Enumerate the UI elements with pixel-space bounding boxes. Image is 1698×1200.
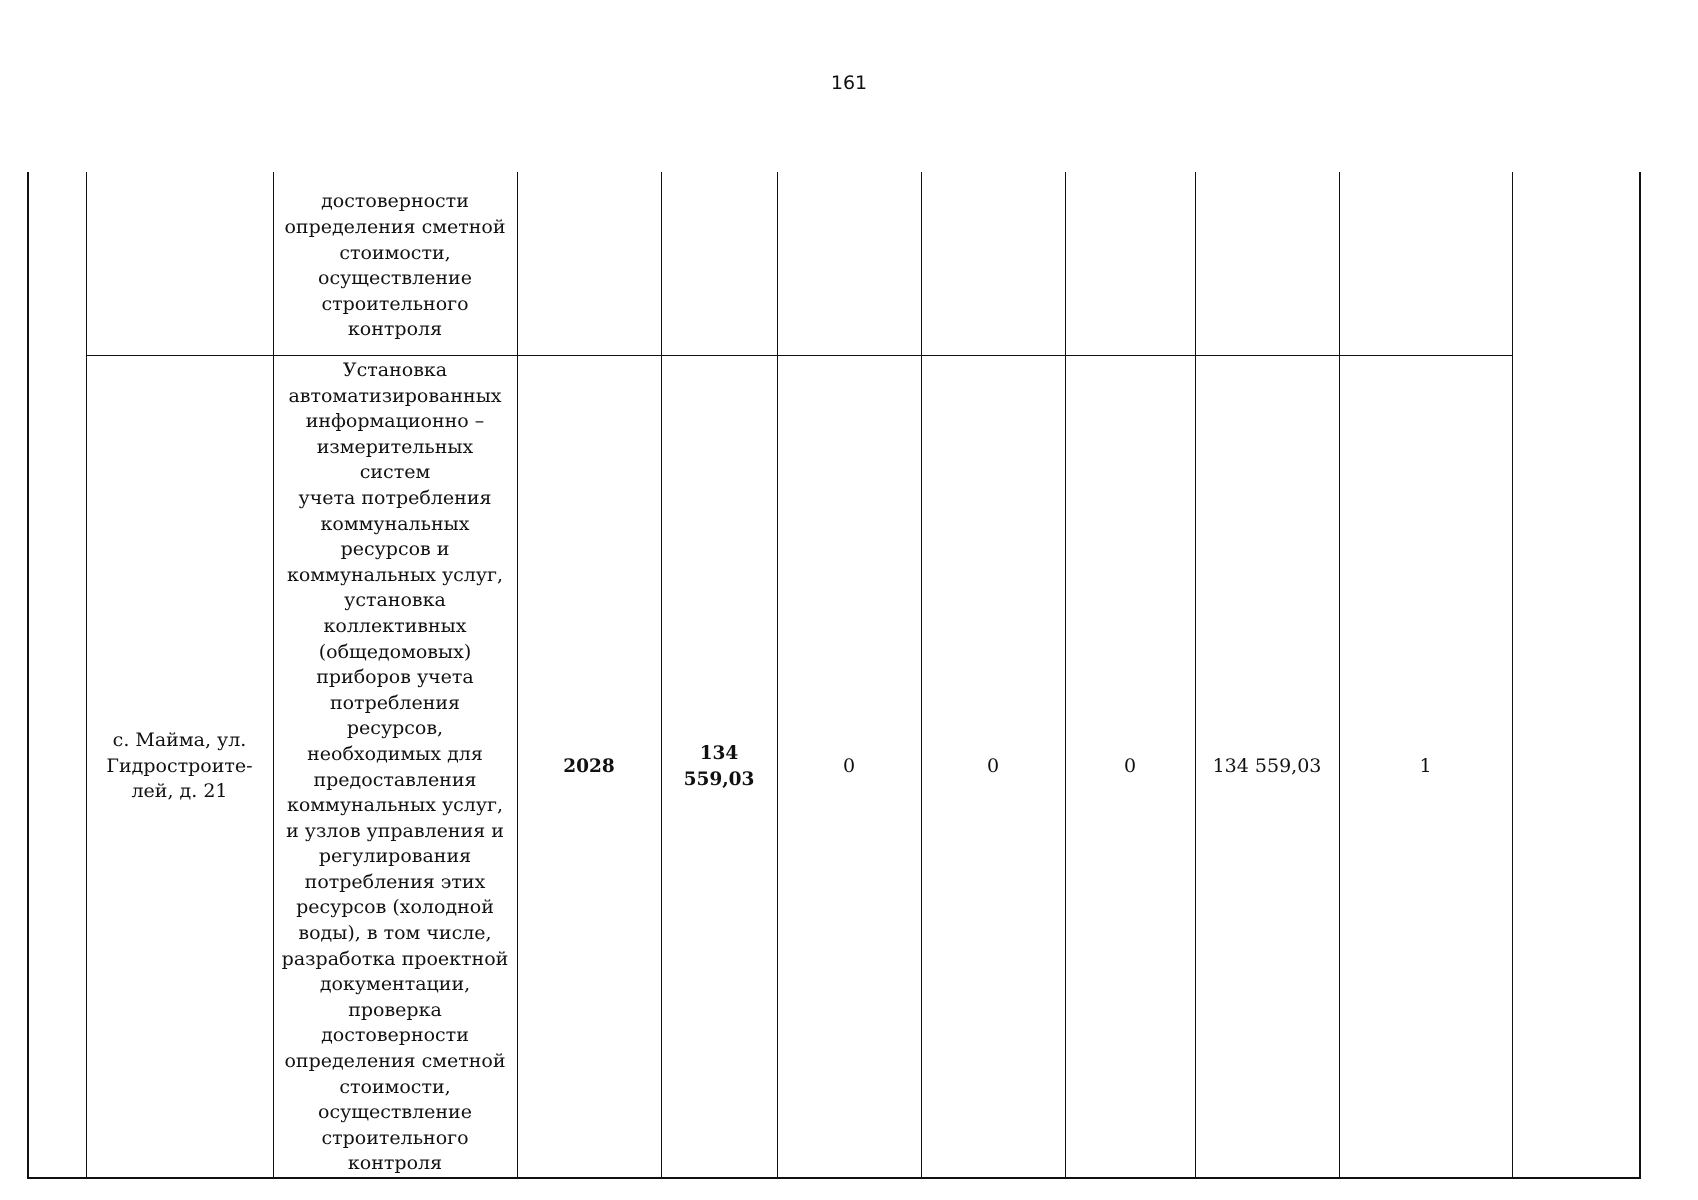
table-row [28, 172, 1640, 356]
value-cell [1339, 172, 1512, 356]
description-cell: Установка автоматизированных информационно – измерительных систем учета потребления коммунальных ресурсов и коммунальных услуг, установка коллективных (общедомовых) приборов учета потребления ресурсов, необходимых для предоставления коммунальных услуг, и узлов управления и регулирования потребления этих ресурсов (холодной воды), в том числе, разработка проектной документации, проверка достоверности определения сметной стоимости, осуществление строительного контроля [273, 356, 517, 1179]
description-cell: достоверности определения сметной стоимости, осуществление строительного контроля [273, 172, 517, 356]
year-cell: 2028 [517, 356, 661, 1179]
row-number-cell [28, 172, 86, 356]
notes-cell [1512, 172, 1640, 356]
year-cell [517, 172, 661, 356]
total-cost-cell: 134 559,03 [661, 356, 777, 1179]
value-cell [921, 172, 1065, 356]
table-row [28, 356, 1640, 1179]
total-cost-cell [661, 172, 777, 356]
value-cell [1195, 172, 1339, 356]
program-table [27, 172, 1641, 1179]
value-cell [1065, 172, 1195, 356]
value-cell: 0 [1065, 356, 1195, 1179]
row-number-cell [28, 356, 86, 1179]
value-cell: 0 [921, 356, 1065, 1179]
value-cell [777, 172, 921, 356]
value-cell: 1 [1339, 356, 1512, 1179]
address-cell: с. Майма, ул. Гидростроите- лей, д. 21 [86, 356, 273, 1179]
notes-cell [1512, 356, 1640, 1179]
address-cell [86, 172, 273, 356]
value-cell: 134 559,03 [1195, 356, 1339, 1179]
page-number: 161 [830, 72, 868, 94]
value-cell: 0 [777, 356, 921, 1179]
